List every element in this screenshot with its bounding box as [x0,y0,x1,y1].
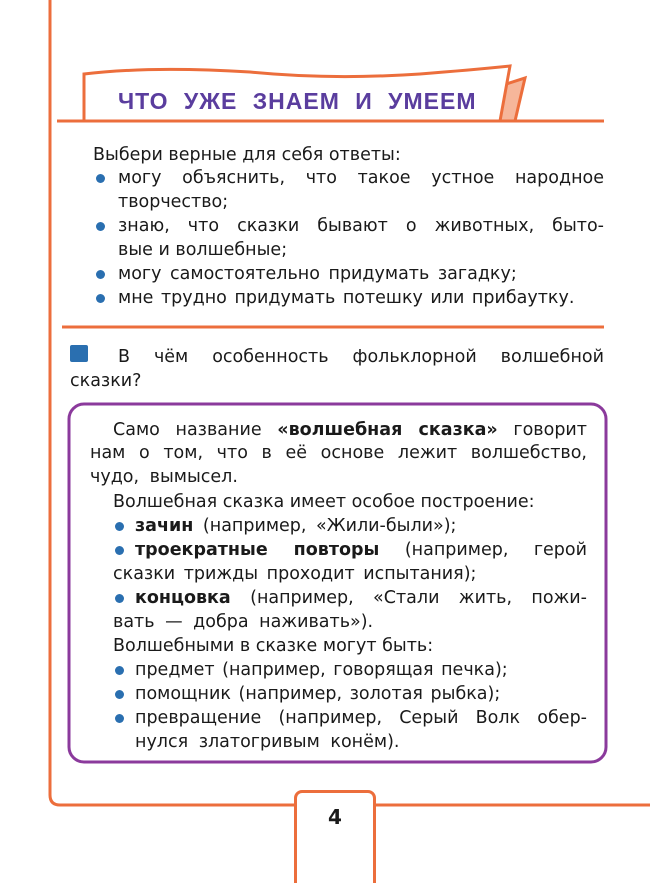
text: (например, герой [379,540,587,560]
text: (например, «Жили-были»); [193,516,457,536]
page-number: 4 [328,805,342,829]
question-text-cont: сказки? [70,371,142,391]
info-paragraph [113,419,587,441]
bullet-icon [96,270,105,279]
answer-option[interactable]: мне трудно придумать потешку или прибаутку. [118,288,575,308]
text: Само название [113,420,278,440]
structure-item [135,515,456,537]
bullet-icon [115,690,124,699]
bullet-icon [115,714,124,723]
magic-item: помощник (например, золотая рыбка); [135,684,501,704]
answer-option[interactable]: могу самостоятельно придумать загадку; [118,264,517,284]
page-number-tab [294,790,376,883]
intro-text: Выбери верные для себя ответы: [93,145,401,165]
info-text: Волшебная сказка имеет особое построение: [113,492,535,512]
bullet-icon [115,546,124,555]
bullet-icon [115,666,124,675]
question-square-icon [70,345,88,362]
magic-item: превращение (например, Серый Волк обер- [135,708,587,728]
text: говорит [497,420,587,440]
bullet-icon [115,594,124,603]
bold-term: троекратные повторы [135,540,380,560]
structure-item [135,539,587,561]
question-text: В чём особенность фольклорной волшебной [118,347,604,367]
bold-term: зачин [135,516,194,536]
info-text: вать — добра наживать»). [113,612,374,632]
answer-option[interactable]: знаю, что сказки бывают о животных, быто- [118,216,604,236]
bullet-icon [96,222,105,231]
info-text: Волшебными в сказке могут быть: [113,636,434,656]
structure-item [135,587,587,609]
info-text: нам о том, что в её основе лежит волшебство, [90,443,587,463]
section-title: ЧТО УЖЕ ЗНАЕМ И УМЕЕМ [118,88,477,114]
text: (например, «Стали жить, пожи- [230,588,587,608]
info-text: нулся златогривым конём). [135,732,400,752]
bold-term: «волшебная сказка» [277,420,498,440]
bullet-icon [96,294,105,303]
bullet-icon [115,522,124,531]
magic-item: предмет (например, говорящая печка); [135,660,508,680]
answer-option-cont: вые и волшебные; [118,240,288,260]
bold-term: концовка [135,588,231,608]
info-text: чудо, вымысел. [90,467,238,487]
info-text: сказки трижды проходит испытания); [113,564,477,584]
answer-option-cont: творчество; [118,192,229,212]
answer-option[interactable]: могу объяснить, что такое устное народное [118,168,604,188]
bullet-icon [96,174,105,183]
